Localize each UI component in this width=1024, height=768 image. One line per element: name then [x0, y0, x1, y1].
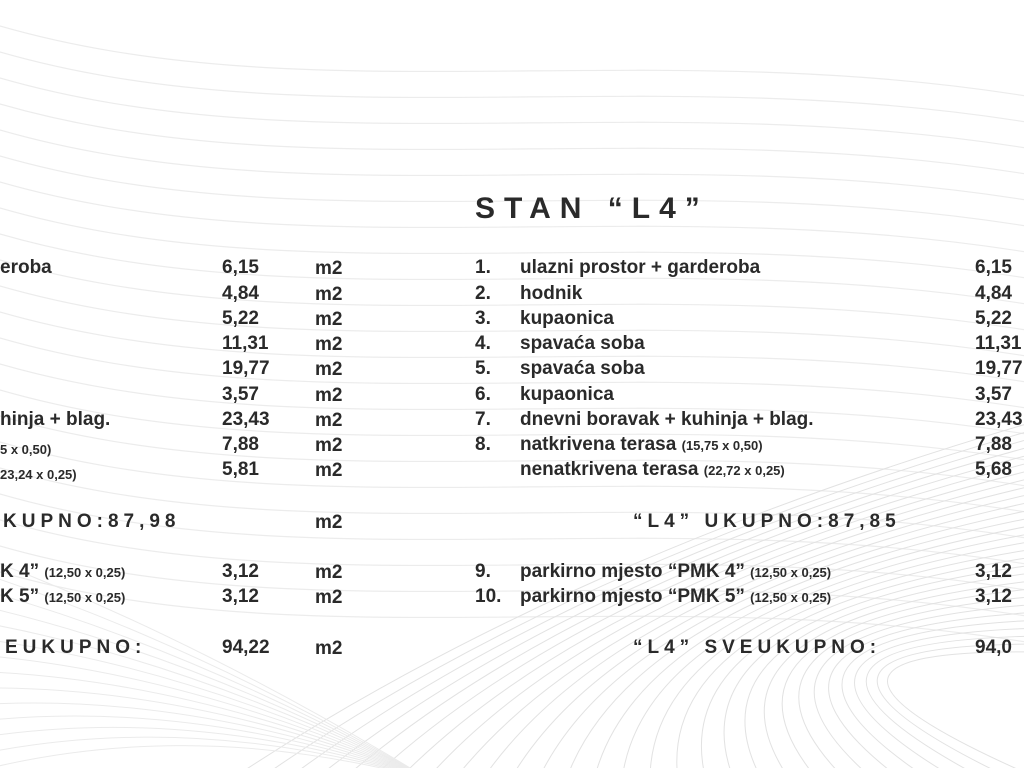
left-row-area: 7,88: [222, 434, 259, 455]
left-row-unit: m2: [315, 258, 343, 279]
left-parking-unit: m2: [315, 562, 343, 583]
total-label: “L4” SVEUKUPNO:: [633, 637, 882, 658]
room-area: 5,22: [975, 308, 1012, 329]
left-parking-name: K 4”: [0, 561, 40, 582]
room-number: 7.: [475, 409, 491, 430]
room-dimension-note: (22,72 x 0,25): [703, 463, 785, 478]
room-number: 8.: [475, 434, 491, 455]
total-value: 94,0: [975, 637, 1012, 658]
room-number: 6.: [475, 384, 491, 405]
room-name: ulazni prostor + garderoba: [520, 257, 761, 278]
left-row-unit: m2: [315, 460, 343, 481]
room-area: 7,88: [975, 434, 1012, 455]
room-number: 3.: [475, 308, 491, 329]
subtotal: [633, 511, 901, 533]
left-row-name: hinja + blag.: [0, 409, 111, 430]
left-row-unit: m2: [315, 334, 343, 355]
parking-dimension-note: (12,50 x 0,25): [750, 590, 832, 605]
left-row-unit: m2: [315, 284, 343, 305]
left-row-unit: m2: [315, 385, 343, 406]
left-parking-note: (12,50 x 0,25): [44, 565, 126, 580]
parking-number: 10.: [475, 586, 502, 607]
left-total-unit: m2: [315, 638, 343, 659]
room-number: 2.: [475, 283, 491, 304]
parking-name: parkirno mjesto “PMK 4”: [520, 561, 745, 582]
left-row-area: 3,57: [222, 384, 259, 405]
parking-area: 3,12: [975, 561, 1012, 582]
subtotal-label: “L4” UKUPNO:: [633, 511, 829, 532]
room-name-with-note: [520, 434, 763, 457]
parking-number: 9.: [475, 561, 491, 582]
room-area: 4,84: [975, 283, 1012, 304]
room-area: 19,77: [975, 358, 1023, 379]
room-number: 5.: [475, 358, 491, 379]
left-row-area: 11,31: [222, 333, 269, 354]
room-name: kupaonica: [520, 384, 614, 405]
left-total-label: EUKUPNO:: [5, 637, 147, 658]
room-name: kupaonica: [520, 308, 614, 329]
room-area: 6,15: [975, 257, 1012, 278]
left-row-area: 4,84: [222, 283, 259, 304]
left-row-unit: m2: [315, 410, 343, 431]
left-parking-area: 3,12: [222, 561, 259, 582]
room-name-with-note: [520, 459, 785, 482]
left-row-unit: m2: [315, 435, 343, 456]
left-row-unit: m2: [315, 309, 343, 330]
left-parking-unit: m2: [315, 587, 343, 608]
page-title: STAN “L4”: [475, 192, 709, 225]
parking-name: parkirno mjesto “PMK 5”: [520, 586, 745, 607]
left-row-area: 6,15: [222, 257, 259, 278]
room-number: 4.: [475, 333, 491, 354]
left-row-area: 5,81: [222, 459, 259, 480]
left-row-unit: m2: [315, 359, 343, 380]
room-area: 23,43: [975, 409, 1023, 430]
room-name: spavaća soba: [520, 358, 645, 379]
room-name: nenatkrivena terasa: [520, 459, 699, 480]
left-subtotal-value: 87,98: [107, 511, 181, 532]
room-area: 3,57: [975, 384, 1012, 405]
left-row-note: 5 x 0,50): [0, 442, 52, 457]
left-parking-name: K 5”: [0, 586, 40, 607]
left-parking-area: 3,12: [222, 586, 259, 607]
left-row-area: 23,43: [222, 409, 270, 430]
left-parking-row: [0, 561, 125, 584]
left-parking-row: [0, 586, 125, 609]
left-subtotal: [3, 511, 181, 533]
room-number: 1.: [475, 257, 491, 278]
subtotal-value: 87,85: [828, 511, 901, 532]
room-name: spavaća soba: [520, 333, 645, 354]
parking-area: 3,12: [975, 586, 1012, 607]
left-row-area: 19,77: [222, 358, 270, 379]
room-area: 11,31: [975, 333, 1022, 354]
room-area: 5,68: [975, 459, 1012, 480]
parking-name-with-note: [520, 586, 831, 609]
left-subtotal-unit: m2: [315, 512, 343, 533]
room-name: hodnik: [520, 283, 583, 304]
left-subtotal-label: KUPNO:: [3, 511, 108, 532]
room-name: natkrivena terasa: [520, 434, 677, 455]
left-row-area: 5,22: [222, 308, 259, 329]
left-parking-note: (12,50 x 0,25): [44, 590, 126, 605]
left-total-value: 94,22: [222, 637, 270, 658]
room-dimension-note: (15,75 x 0,50): [681, 438, 763, 453]
left-row-note: 23,24 x 0,25): [0, 467, 77, 482]
left-row-name: eroba: [0, 257, 52, 278]
room-name: dnevni boravak + kuhinja + blag.: [520, 409, 814, 430]
parking-name-with-note: [520, 561, 831, 584]
parking-dimension-note: (12,50 x 0,25): [750, 565, 832, 580]
